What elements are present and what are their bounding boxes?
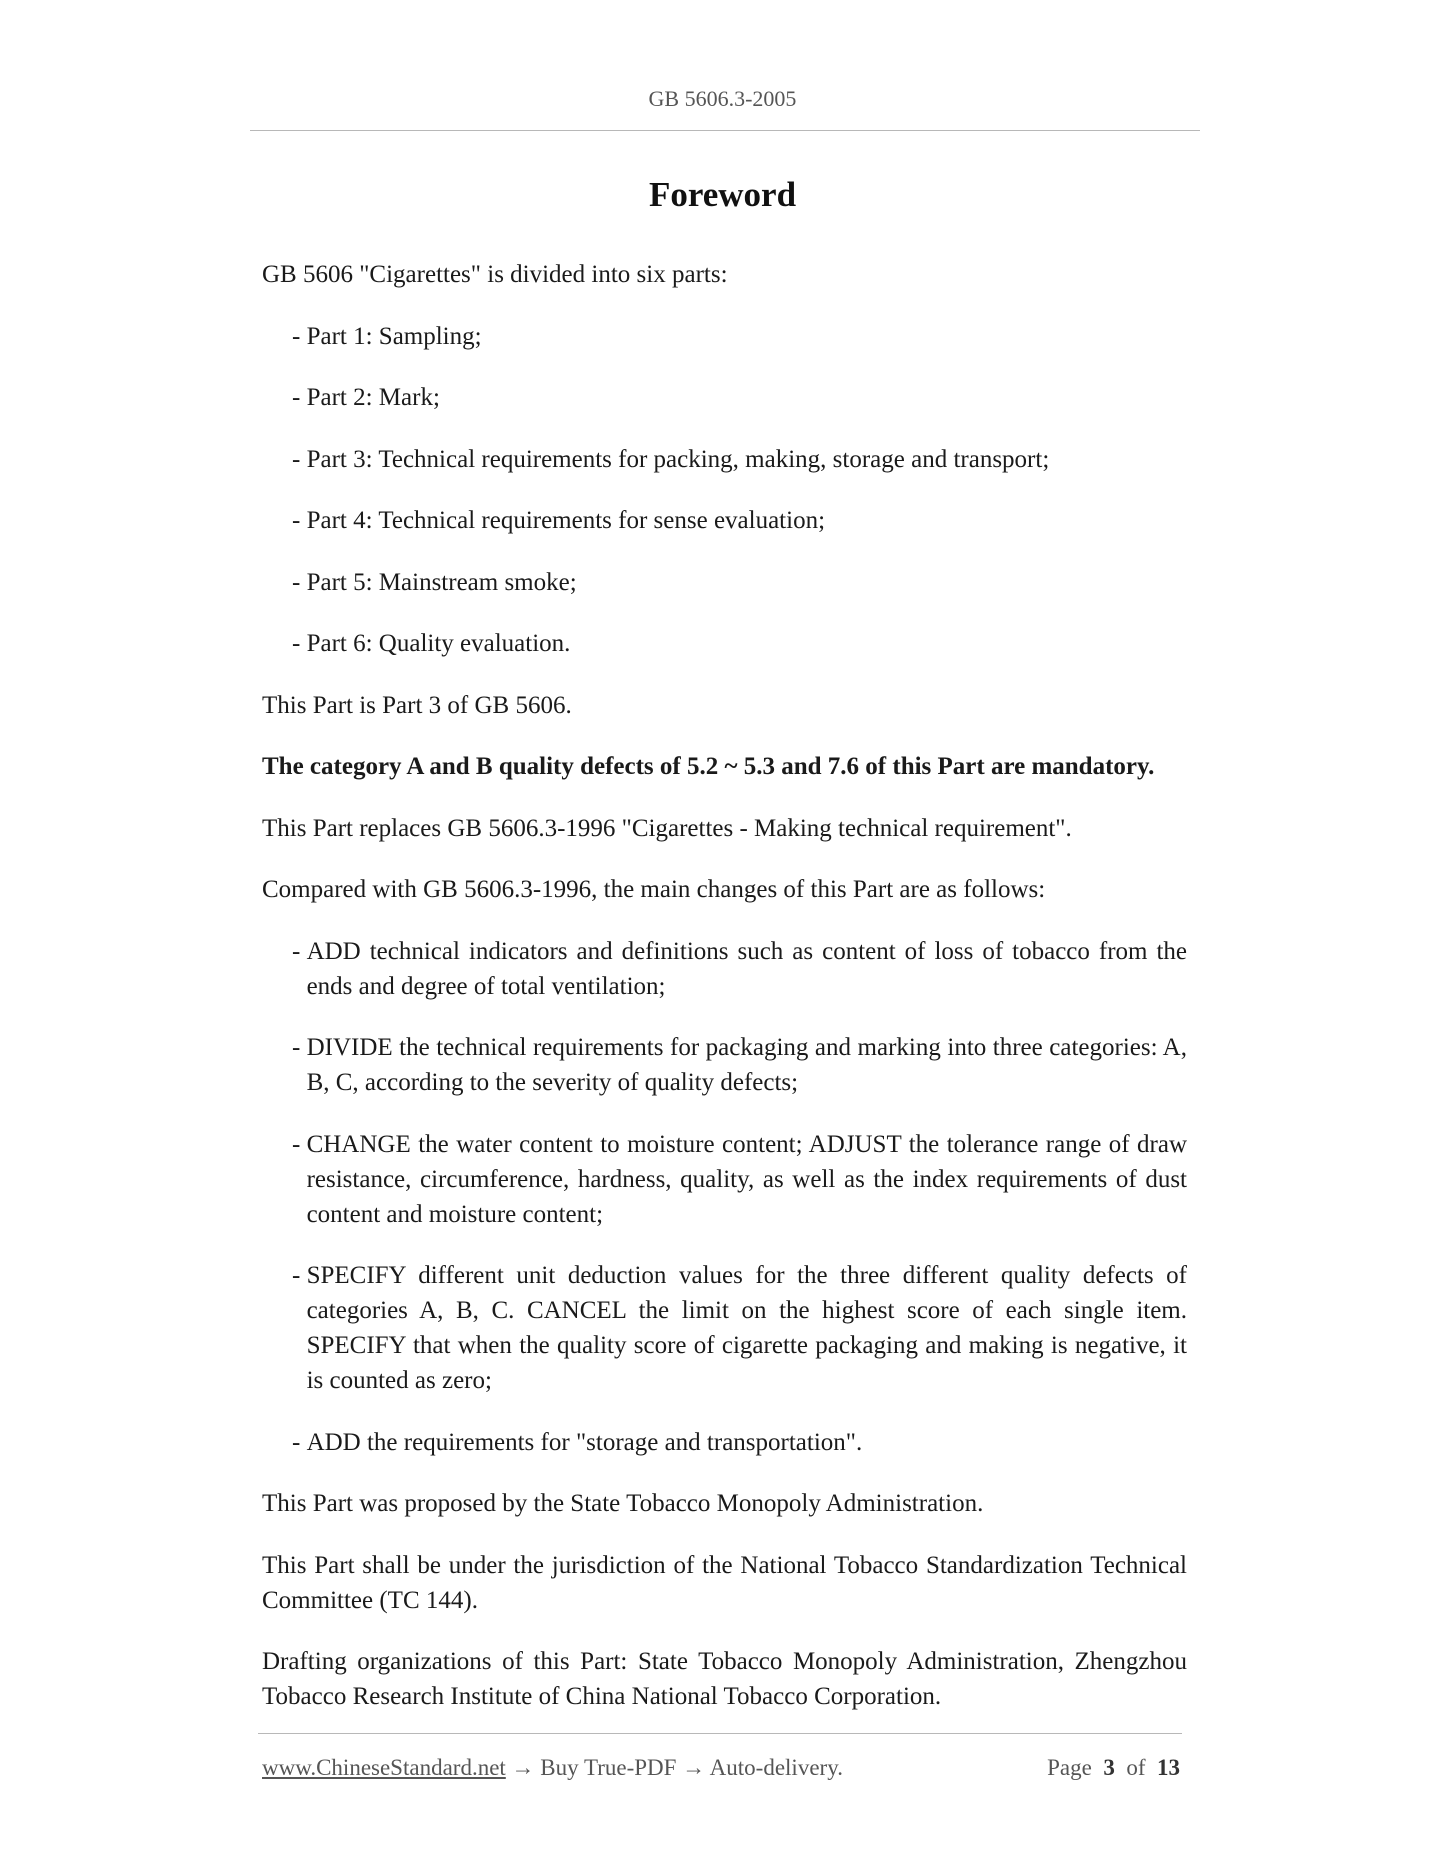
arrow-icon: → xyxy=(682,1755,706,1780)
page-footer xyxy=(262,1752,1180,1784)
replaces-paragraph: This Part replaces GB 5606.3-1996 "Cigarettes - Making technical requirement". xyxy=(262,814,1072,842)
part-item: - Part 6: Quality evaluation. xyxy=(292,630,571,657)
change-text: CHANGE the water content to moisture content; ADJUST the tolerance range of draw resistance, circumference, hardness, quality, as well as the index requirements of dust content and moisture content; xyxy=(306,1130,1187,1228)
page-title: Foreword xyxy=(648,175,797,214)
drafting-paragraph: Drafting organizations of this Part: State Tobacco Monopoly Administration, Zhengzhou Tobacco Research Institute of China National Tobacco Corporation. xyxy=(262,1648,1187,1710)
change-item xyxy=(262,1258,1187,1398)
jurisdiction-paragraph: This Part shall be under the jurisdiction of the National Tobacco Standardization Technical Committee (TC 144). xyxy=(262,1551,1187,1614)
website-link[interactable]: www.ChineseStandard.net xyxy=(262,1755,506,1780)
proposed-paragraph: This Part was proposed by the State Tobacco Monopoly Administration. xyxy=(262,1490,984,1517)
list-dash: - xyxy=(292,1428,301,1456)
buy-text: Buy True-PDF xyxy=(540,1755,677,1780)
footer-divider xyxy=(258,1733,1182,1734)
mandatory-statement: The category A and B quality defects of 5.2 ~ 5.3 and 7.6 of this Part are mandatory. xyxy=(262,753,1155,780)
intro-paragraph: GB 5606 "Cigarettes" is divided into six parts: xyxy=(262,261,728,288)
change-text: ADD technical indicators and definitions such as content of loss of tobacco from the ends and degree of total ventilation; xyxy=(306,937,1187,1000)
document-header: GB 5606.3-2005 xyxy=(648,86,797,111)
changes-list xyxy=(262,934,1187,1460)
change-text: DIVIDE the technical requirements for packaging and marking into three categories: A, B, C, according to the severity of quality defects; xyxy=(306,1034,1187,1096)
part-item: - Part 5: Mainstream smoke; xyxy=(292,568,577,596)
page-label: Page xyxy=(1047,1755,1092,1780)
list-dash: - xyxy=(292,1034,301,1061)
change-item xyxy=(262,1425,1187,1460)
change-item xyxy=(262,1030,1187,1100)
list-dash: - xyxy=(292,1262,301,1289)
list-dash: - xyxy=(292,1130,301,1158)
page-number xyxy=(1047,1752,1180,1784)
header-divider xyxy=(250,130,1200,131)
part-item: - Part 4: Technical requirements for sense evaluation; xyxy=(292,507,826,534)
arrow-icon: → xyxy=(511,1755,535,1780)
list-dash: - xyxy=(292,937,301,965)
changes-intro-paragraph: Compared with GB 5606.3-1996, the main changes of this Part are as follows: xyxy=(262,876,1046,903)
parts-list xyxy=(262,319,1187,662)
page-total: 13 xyxy=(1157,1755,1180,1780)
this-part-paragraph: This Part is Part 3 of GB 5606. xyxy=(262,691,572,719)
delivery-text: Auto-delivery. xyxy=(709,1755,843,1780)
foreword-body xyxy=(262,257,1187,1741)
part-item: - Part 2: Mark; xyxy=(292,384,440,411)
part-item: - Part 1: Sampling; xyxy=(292,322,482,350)
change-text: ADD the requirements for "storage and transportation". xyxy=(306,1428,863,1456)
of-label: of xyxy=(1126,1755,1146,1780)
footer-promo xyxy=(262,1752,843,1784)
change-item xyxy=(262,1127,1187,1232)
page-current: 3 xyxy=(1103,1755,1115,1780)
change-item xyxy=(262,934,1187,1004)
change-text: SPECIFY different unit deduction values for the three different quality defects of categories A, B, C. CANCEL the limit on the highest score of each single item. SPECIFY that when the quality score of cigarette packaging and making is negative, it is counted as zero; xyxy=(306,1262,1187,1394)
part-item: - Part 3: Technical requirements for packing, making, storage and transport; xyxy=(292,445,1050,473)
